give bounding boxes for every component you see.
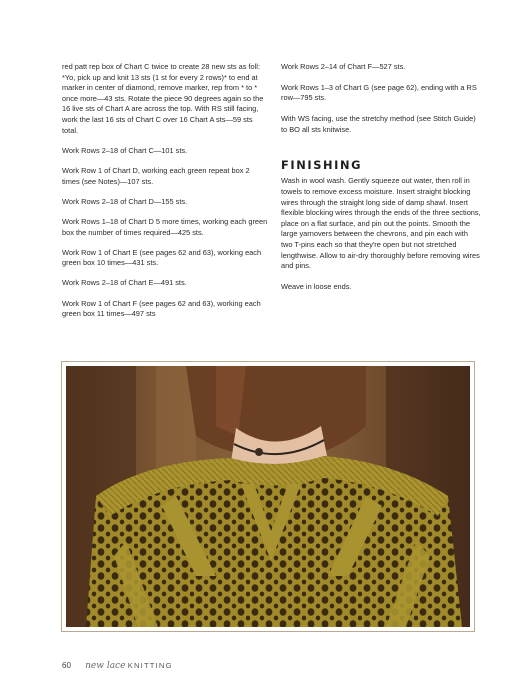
paragraph: Work Rows 2–18 of Chart E—491 sts. bbox=[62, 278, 187, 288]
paragraph: Work Rows 2–18 of Chart C—101 sts. bbox=[62, 145, 188, 155]
page-number: 60 bbox=[62, 661, 71, 670]
paragraph: Work Row 1 of Chart F (see pages 62 and 63), working each green box 11 times—497 sts bbox=[62, 298, 261, 319]
page-footer bbox=[62, 661, 173, 671]
shawl-photo-illustration bbox=[66, 366, 470, 627]
paragraph: Work Row 1 of Chart D, working each green repeat box 2 times (see Notes)—107 sts. bbox=[62, 165, 250, 186]
right-text-column bbox=[281, 62, 481, 303]
paragraph: Work Rows 2–18 of Chart D—155 sts. bbox=[62, 196, 188, 206]
paragraph: Wash in wool wash. Gently squeeze out water, then roll in towels to remove excess moisture. Insert straight blocking wires through the straight long side of damp shawl. Insert flexible blocking wires through the ends of the three sections, place on a flat surface, and pin out the points. Smooth the large yarnovers between the chevrons, and pin each with two T-pins each so that they're open but not stretched lengthwise. Allow to air-dry thoroughly before removing wires and pins. bbox=[281, 176, 481, 271]
paragraph: Work Rows 1–3 of Chart G (see page 62), ending with a RS row—795 sts. bbox=[281, 82, 477, 103]
book-title-caps: KNITTING bbox=[127, 661, 173, 670]
paragraph: Work Rows 1–18 of Chart D 5 more times, working each green box the number of times required—425 sts. bbox=[62, 216, 268, 237]
photo-frame bbox=[61, 361, 475, 632]
book-title-script: new lace bbox=[85, 661, 126, 671]
section-heading: FINISHING bbox=[281, 158, 363, 173]
paragraph: red patt rep box of Chart C twice to create 28 new sts as foll: *Yo, pick up and knit 13 sts (1 st for every 2 rows)* to end at marker in center of diamond, remove marker, rep from * to * once more—43 sts. Rotate the piece 90 degrees again so the 16 live sts of Chart A are across the top. With RS still facing, work the last 16 sts of Chart C over 16 Chart A sts—59 sts total. bbox=[62, 62, 264, 135]
paragraph: Work Rows 2–14 of Chart F—527 sts. bbox=[281, 62, 406, 71]
left-text-column bbox=[62, 62, 268, 329]
shawl-photo bbox=[66, 366, 470, 627]
paragraph: With WS facing, use the stretchy method (see Stitch Guide) to BO all sts knitwise. bbox=[281, 114, 476, 134]
paragraph: Work Row 1 of Chart E (see pages 62 and 63), working each green box 10 times—431 sts. bbox=[62, 247, 262, 268]
paragraph: Weave in loose ends. bbox=[281, 281, 352, 291]
